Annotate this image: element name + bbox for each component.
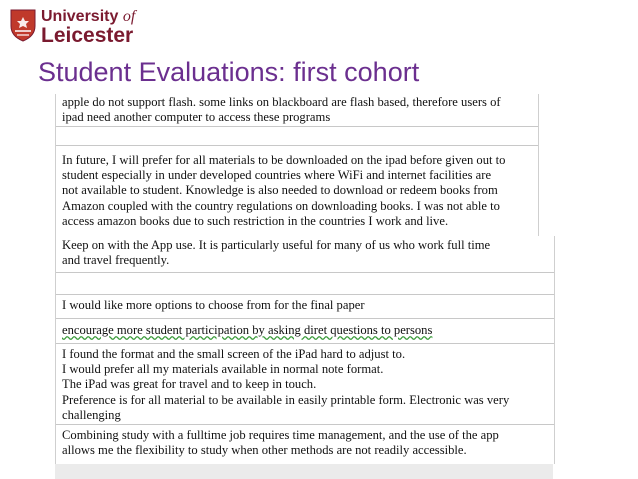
university-logo [10, 9, 150, 49]
comment-line: I found the format and the small screen of the iPad hard to adjust to. [62, 347, 406, 361]
comment-row [56, 236, 554, 273]
comment-row [56, 345, 554, 425]
comment-row [56, 320, 554, 344]
footer-strip [55, 464, 553, 479]
comment-row [56, 153, 538, 236]
comment-row [56, 94, 538, 127]
comment-line: The iPad was great for travel and to keep in touch. [62, 377, 317, 392]
comment-line: student especially in under developed countries where WiFi and internet facilities are [62, 168, 492, 183]
university-name-line1: University of [41, 8, 136, 25]
comment-line: Combining study with a fulltime job requires time management, and the use of the app [62, 428, 499, 442]
comment-line: challenging [62, 407, 121, 422]
comment-row [56, 426, 554, 464]
slide-title: Student Evaluations: first cohort [38, 57, 420, 87]
comment-line: Preference is for all material to be available in easily printable form. Electronic was very [62, 392, 510, 407]
comment-line: In future, I will prefer for all materials to be downloaded on the ipad before given out to [62, 153, 506, 167]
comment-line: encourage more student participation by asking diret questions to persons [62, 323, 433, 337]
comment-line: not available to student. Knowledge is also needed to download or redeem books from [62, 183, 498, 198]
comment-row [56, 295, 554, 319]
comment-line: Keep on with the App use. It is particularly useful for many of us who work full time [62, 238, 491, 252]
comment-line: I would like more options to choose from for the final paper [62, 298, 365, 312]
crest-shield-icon [10, 9, 36, 42]
empty-row [56, 273, 554, 295]
comment-line: allows me the flexibility to study when other methods are not readily accessible. [62, 443, 467, 458]
comment-line: I would prefer all my materials available in normal note format. [62, 362, 384, 377]
comment-line: Amazon coupled with the country regulations on downloading books. I was not able to [62, 198, 500, 213]
comment-line: apple do not support flash. some links on blackboard are flash based, therefore users of [62, 95, 501, 109]
empty-row [56, 127, 538, 146]
comments-table-part2 [55, 236, 555, 464]
comment-line: and travel frequently. [62, 253, 170, 268]
comment-line: access amazon books due to such restriction in the countries I work and live. [62, 213, 449, 228]
comments-table-part1 [55, 94, 539, 236]
university-name-line2: Leicester [41, 24, 134, 47]
comment-line: ipad need another computer to access these programs [62, 110, 331, 125]
